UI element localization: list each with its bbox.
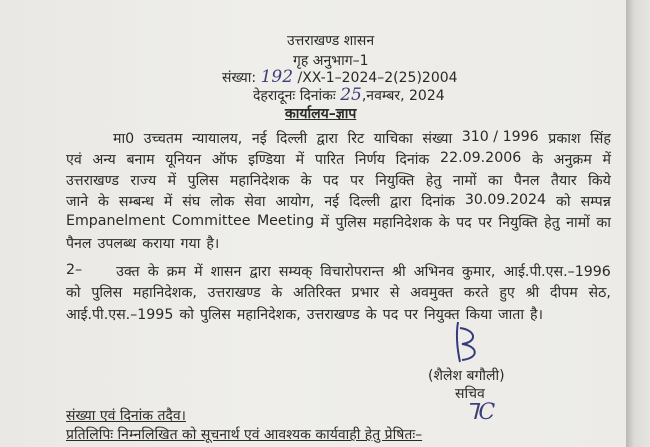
para2-word: श्री [391, 264, 406, 280]
para1-word: पैनल [513, 173, 540, 189]
copy-to-line: प्रतिलिपिः निम्नलिखित को सूचनार्थ एवं आवश्यक कार्यवाही हेतु प्रेषितः– [66, 427, 423, 443]
para1-word: नियुक्ति [375, 173, 415, 189]
para1-line [113, 129, 611, 148]
para1-word: में [167, 173, 177, 189]
para2-word: पर [404, 307, 419, 323]
para1-word: के [532, 152, 543, 168]
para2-word: उत्तराखण्ड [207, 285, 261, 301]
para1-word: दिनांक [395, 152, 430, 168]
signatory-name: (शैलेश बगौली) [428, 368, 505, 384]
para1-line [66, 171, 611, 190]
handwritten-number: 192 [260, 67, 294, 87]
place-date-label: देहरादूनः दिनांकः [253, 88, 336, 104]
para1-word: संघ [182, 194, 201, 210]
para1-word: अन्य [92, 152, 116, 168]
para2-word: हुए [499, 285, 515, 301]
para2-word: सम्यक् [278, 264, 313, 280]
reference-number [222, 67, 458, 87]
para2-word: में [194, 264, 203, 280]
para1-word: कराया [142, 236, 175, 252]
para1-word: आयोग, [275, 194, 315, 210]
para2-word: सेठ, [588, 285, 611, 301]
para1-word: सेवा [244, 194, 266, 210]
para2-word: आई.पी.एस.–1996 [503, 264, 611, 280]
para1-word: राज्य [130, 173, 157, 189]
para2-word: शासन [210, 264, 242, 280]
para1-word: सिंह [590, 131, 611, 147]
para1-word: में [163, 194, 173, 210]
para1-word: न्यायालय, [191, 131, 243, 147]
para1-word: तैयार [550, 173, 577, 189]
para1-word: पुलिस [335, 215, 367, 231]
para2-word: जाता [498, 307, 525, 323]
place-date [253, 85, 445, 105]
para1-word: जाने [66, 194, 89, 210]
signature-mark [448, 318, 488, 366]
para1-word: संख्या [422, 131, 453, 147]
para2-word: किया [465, 307, 493, 323]
para2-word: के [365, 307, 377, 323]
para1-word: है। [206, 236, 220, 252]
para2-word: क्रम [166, 264, 187, 280]
para1-word: पद [456, 215, 472, 231]
para2-word: आई.पी.एस.–1995 [66, 307, 174, 323]
handwritten-initials: ᒣC [465, 400, 496, 425]
para1-word: पारित [314, 152, 345, 168]
para1-word: के [98, 194, 109, 210]
para2-word: उत्तराखण्ड [306, 307, 360, 323]
para2-word: नियुक्त [424, 307, 460, 323]
para1-word: किये [588, 173, 611, 189]
para1-word: महानिदेशक [372, 215, 433, 231]
para1-word: का [596, 215, 611, 231]
para1-word: उत्तराखण्ड [66, 173, 119, 189]
para2-word: अतिरिक्त [293, 285, 341, 301]
para2-line [66, 262, 611, 281]
para2-word: पद [382, 307, 399, 323]
para2-line [66, 283, 611, 302]
para1-word: 310 / 1996 [461, 129, 539, 145]
para2-word: द्वारा [249, 264, 271, 280]
para2-word: दीपम [550, 285, 578, 301]
para1-word: द्वारा [389, 194, 412, 210]
para1-word: Meeting [256, 213, 315, 229]
para2-word: उक्त [116, 264, 140, 280]
para1-word: लोक [210, 194, 235, 210]
para1-word: पद [322, 173, 339, 189]
para1-word: सम्पन्न [580, 194, 611, 210]
para1-word: प्रकाश [548, 131, 581, 147]
number-rest: /XX-1–2024–2(25)2004 [297, 70, 458, 86]
number-label: संख्या: [222, 70, 257, 86]
document-type: कार्यालय–ज्ञाप [285, 106, 357, 122]
para1-word: ऑफ [211, 152, 238, 168]
para1-word: इण्डिया [248, 152, 285, 168]
para1-word: गया [180, 236, 201, 252]
para2-word: अवमुक्त [410, 285, 454, 301]
para1-word: दिल्ली [276, 131, 308, 147]
para1-word: नई [251, 131, 267, 147]
para2-line [66, 305, 611, 324]
handwritten-date: 25 [340, 85, 362, 105]
para2-word: महानिदेशक, [133, 285, 197, 301]
para1-word: सम्बन्ध [118, 194, 154, 210]
para2-word: प्रभार [351, 285, 380, 301]
para1-word: 30.09.2024 [464, 192, 547, 208]
para1-word: रिट [347, 131, 365, 147]
para1-word: बनाम [126, 152, 155, 168]
para1-line [66, 213, 611, 232]
para1-word: दिनांक [421, 194, 455, 210]
date-rest: ,नवम्बर, 2024 [361, 88, 445, 104]
para2-word: महानिदेशक, [236, 307, 301, 323]
para2-word: श्री [525, 285, 540, 301]
para2-word: के [147, 264, 159, 280]
para1-line [66, 192, 611, 211]
para1-word: उच्चतम [143, 131, 183, 147]
para1-word: एवं [66, 152, 82, 168]
para2-word: कुमार, [462, 264, 496, 280]
para2-word: के [271, 285, 283, 301]
para1-word: पुलिस [187, 173, 219, 189]
para1-word: में [602, 152, 611, 168]
para1-word: हेतु [544, 215, 560, 231]
para2-word: 2– [66, 262, 83, 278]
para1-word: अनुक्रम [553, 152, 592, 168]
para1-word: 22.09.2006 [440, 150, 522, 166]
para1-word: पर [478, 215, 492, 231]
para2-word: से [389, 285, 400, 301]
para1-word: में [320, 215, 330, 231]
para1-word: का [487, 173, 503, 189]
page-edge [626, 0, 650, 447]
para2-word: करते [463, 285, 489, 301]
para1-word: नई [324, 194, 340, 210]
para2-word: पुलिस [91, 285, 123, 301]
para1-word: दिल्ली [349, 194, 381, 210]
para1-word: नियुक्ति [498, 215, 538, 231]
govt-heading: उत्तराखण्ड शासन [287, 33, 375, 49]
para1-word: मा0 [113, 131, 135, 147]
para1-word: महानिदेशक [229, 173, 290, 189]
section-heading: गृह अनुभाग–1 [293, 53, 369, 69]
para1-word: पैनल [66, 236, 92, 252]
para1-word: नामों [566, 215, 590, 231]
para1-word: में [295, 152, 305, 168]
para1-word: Committee [171, 213, 251, 229]
para1-word: को [556, 194, 571, 210]
para1-word: Empanelment [66, 213, 166, 229]
para1-word: निर्णय [354, 152, 385, 168]
para1-line [66, 234, 611, 253]
para2-word: को [179, 307, 194, 323]
para1-word: हेतु [425, 173, 442, 189]
para2-word: अभिनव [413, 264, 454, 280]
para1-word: यूनियन [165, 152, 202, 168]
para2-word: है। [530, 307, 543, 323]
para2-word: विचारोपरान्त [320, 264, 384, 280]
para1-word: के [300, 173, 312, 189]
para1-word: पर [349, 173, 364, 189]
para1-word: के [438, 215, 450, 231]
number-date-same: संख्या एवं दिनांक तदैव। [66, 408, 186, 424]
signatory-designation: सचिव [455, 386, 485, 402]
para1-word: याचिका [373, 131, 413, 147]
para1-word: उपलब्ध [97, 236, 137, 252]
para1-word: नामों [452, 173, 477, 189]
para2-word: को [66, 285, 81, 301]
para2-word: पुलिस [199, 307, 231, 323]
para1-line [66, 150, 611, 169]
para1-word: द्वारा [316, 131, 338, 147]
